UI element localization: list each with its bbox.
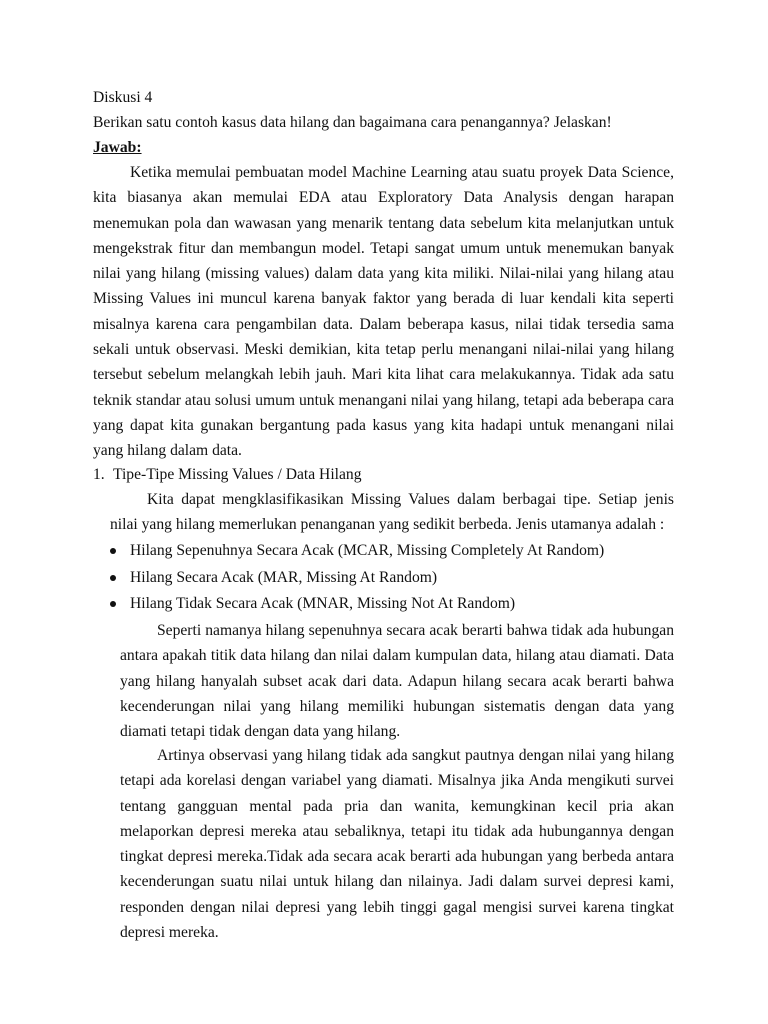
discussion-question: Berikan satu contoh kasus data hilang dan bagaimana cara penangannya? Jelaskan! [93, 114, 612, 131]
list-item [110, 538, 674, 565]
section-number: 1. [93, 466, 105, 483]
section-heading-text: Tipe-Tipe Missing Values / Data Hilang [113, 466, 362, 483]
list-item-text: Hilang Sepenuhnya Secara Acak (MCAR, Missing Completely At Random) [130, 542, 605, 559]
list-item [110, 565, 674, 592]
section-intro-paragraph: Kita dapat mengklasifikasikan Missing Values dalam berbagai tipe. Setiap jenis nilai yang hilang memerlukan penanganan yang sedikit berbeda. Jenis utamanya adalah : [110, 491, 674, 534]
bullet-icon [110, 601, 116, 607]
list-item-text: Hilang Secara Acak (MAR, Missing At Random) [130, 568, 438, 586]
list-item-text: Hilang Tidak Secara Acak (MNAR, Missing Not At Random) [130, 595, 516, 612]
bullet-icon [110, 548, 116, 554]
list-item [110, 591, 674, 618]
missing-types-list [110, 538, 674, 618]
intro-paragraph: Ketika memulai pembuatan model Machine Learning atau suatu proyek Data Science, kita biasanya akan memulai EDA atau Exploratory Data Analysis dengan harapan menemukan pola dan wawasan yang menarik tentang data sebelum kita melanjutkan untuk mengekstrak fitur dan membangun model. Tetapi sangat umum untuk menemukan banyak nilai yang hilang (missing values) dalam data yang kita miliki. Nilai-nilai yang hilang atau Missing Values ini muncul karena banyak faktor yang berada di luar kendali kita seperti misalnya karena cara pengambilan data. Dalam beberapa kasus, nilai tidak tersedia sama sekali untuk observasi. Meski demikian, kita tetap perlu menangani nilai-nilai yang hilang tersebut sebelum melangkah lebih jauh. Mari kita lihat cara melakukannya. Tidak ada satu teknik standar atau solusi umum untuk menangani nilai yang hilang, tetapi ada beberapa cara yang dapat kita gunakan bergantung pada kasus yang kita hadapi untuk menangani nilai yang hilang dalam data. [93, 164, 674, 460]
section-heading [93, 462, 362, 487]
bullet-icon [110, 575, 116, 581]
document-title: Diskusi 4 [93, 89, 153, 106]
mcar-paragraph: Seperti namanya hilang sepenuhnya secara acak berarti bahwa tidak ada hubungan antara apakah titik data hilang dan nilai dalam kumpulan data, hilang atau diamati. Data yang hilang hanyalah subset acak dari data. Adapun hilang secara acak berarti bahwa kecenderungan nilai yang hilang memiliki hubungan sistematis dengan data yang diamati tetapi tidak dengan data yang hilang. [120, 622, 674, 741]
answer-label: Jawab: [93, 139, 142, 156]
mar-paragraph: Artinya observasi yang hilang tidak ada sangkut pautnya dengan nilai yang hilang tetapi ada korelasi dengan variabel yang diamati. Misalnya jika Anda mengikuti survei tentang gangguan mental pada pria dan wanita, kemungkinan kecil pria akan melaporkan depresi mereka atau sebaliknya, tetapi itu tidak ada hubungannya dengan tingkat depresi mereka.Tidak ada secara acak berarti ada hubungan yang berbeda antara kecenderungan suatu nilai untuk hilang dan nilainya. Jadi dalam survei depresi kami, responden dengan nilai depresi yang lebih tinggi gagal mengisi survei karena tingkat depresi mereka. [120, 747, 674, 942]
